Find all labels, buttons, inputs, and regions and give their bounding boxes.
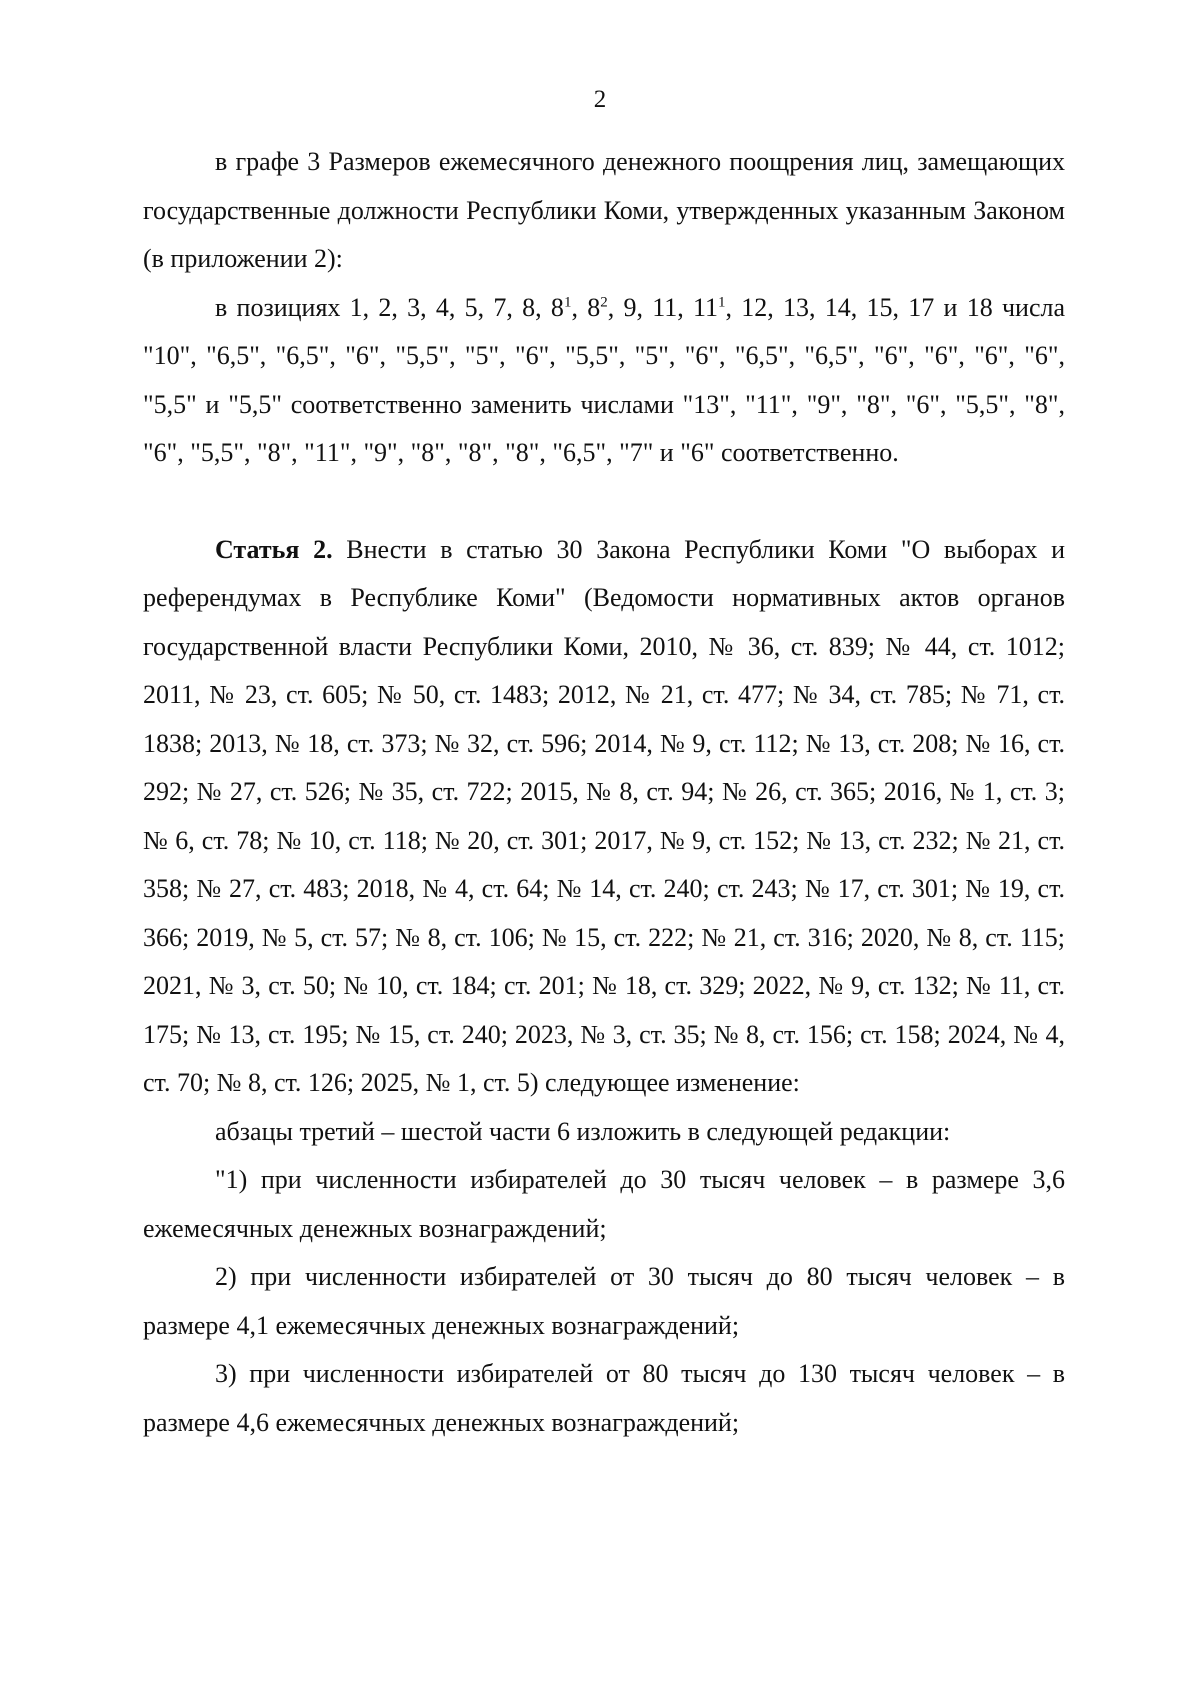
positions-text-c: , 9, 11, 11 — [607, 292, 719, 322]
paragraph-item-1: "1) при численности избирателей до 30 тысяч человек – в размере 3,6 ежемесячных денежных вознаграждений; — [143, 1165, 1065, 1243]
paragraph-grafe-3: в графе 3 Размеров ежемесячного денежного поощрения лиц, замещающих государственные должности Республики Коми, утвержденных указанным Законом (в приложении 2): — [143, 147, 1065, 273]
article-2-text: Внести в статью 30 Закона Республики Коми "О выборах и референдумах в Республике Коми" (Ведомости нормативных актов органов государственной власти Республики Коми, 2010, № 36, ст. 839; № 44, ст. 1012; 2011, № 23, ст. 605; № 50, ст. 1483; 2012, № 21, ст. 477; № 34, ст. 785; № 71, ст. 1838; 2013, № 18, ст. 373; № 32, ст. 596; 2014, № 9, ст. 112; № 13, ст. 208; № 16, ст. 292; № 27, ст. 526; № 35, ст. 722; 2015, № 8, ст. 94; № 26, ст. 365; 2016, № 1, ст. 3; № 6, ст. 78; № 10, ст. 118; № 20, ст. 301; 2017, № 9, ст. 152; № 13, ст. 232; № 21, ст. 358; № 27, ст. 483; 2018, № 4, ст. 64; № 14, ст. 240; ст. 243; № 17, ст. 301; № 19, ст. 366; 2019, № 5, ст. 57; № 8, ст. 106; № 15, ст. 222; № 21, ст. 316; 2020, № 8, ст. 115; 2021, № 3, ст. 50; № 10, ст. 184; ст. 201; № 18, ст. 329; 2022, № 9, ст. 132; № 11, ст. 175; № 13, ст. 195; № 15, ст. 240; 2023, № 3, ст. 35; № 8, ст. 156; ст. 158; 2024, № 4, ст. 70; № 8, ст. 126; 2025, № 1, ст. 5) следующее изменение: — [143, 534, 1066, 1097]
document-body — [143, 138, 1065, 1447]
paragraph-item-2: 2) при численности избирателей от 30 тысяч до 80 тысяч человек – в размере 4,1 ежемесячных денежных вознаграждений; — [143, 1262, 1065, 1340]
article-heading: Статья 2. — [215, 534, 333, 564]
positions-text-a: в позициях 1, 2, 3, 4, 5, 7, 8, 8 — [215, 292, 564, 322]
superscript: 1 — [563, 293, 572, 310]
superscript: 2 — [600, 293, 608, 310]
superscript: 1 — [718, 293, 726, 310]
positions-text-d: , 12, 13, 14, 15, 17 и 18 числа "10", "6,5", "6,5", "6", "5,5", "5", "6", "5,5", "5", "6", "6,5", "6,5", "6", "6", "6", "6", "5,5" и "5,5" соответственно заменить числами "13", "11", "9", "8", "6", "5,5", "8", "6", "5,5", "8", "11", "9", "8", "8", "8", "6,5", "7" и "6" соответственно. — [143, 292, 1066, 467]
paragraph-positions — [143, 284, 1065, 478]
paragraph-gap — [143, 478, 1065, 526]
paragraph-item-3: 3) при численности избирателей от 80 тысяч до 130 тысяч человек – в размере 4,6 ежемесячных денежных вознаграждений; — [143, 1359, 1065, 1437]
paragraph-article-2 — [143, 526, 1065, 1108]
paragraph-abzacy: абзацы третий – шестой части 6 изложить в следующей редакции: — [215, 1116, 951, 1146]
positions-text-b: , 8 — [571, 292, 601, 322]
page-number: 2 — [593, 86, 607, 113]
